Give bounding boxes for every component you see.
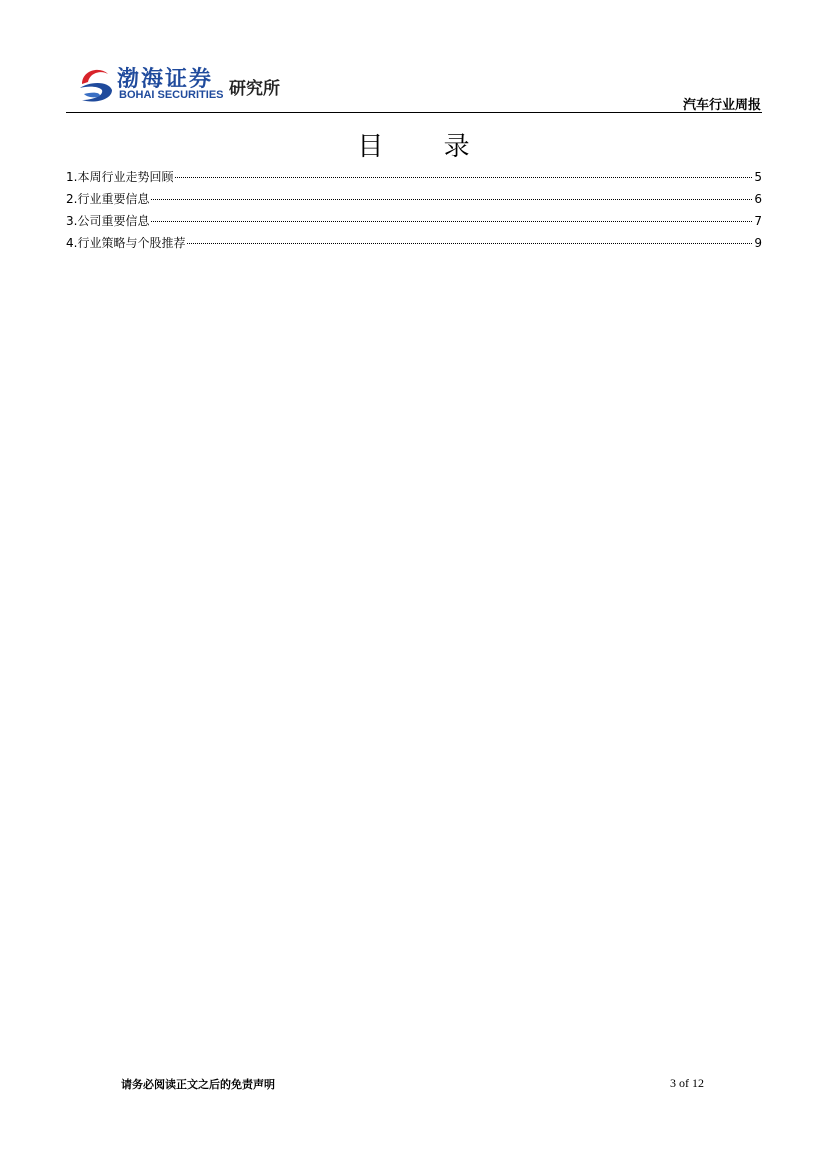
brand-name-en: BOHAI SECURITIES (119, 89, 224, 101)
toc-leader-dots (151, 221, 752, 222)
toc-item-page: 9 (754, 236, 762, 250)
toc-title: 目 录 (357, 132, 496, 162)
toc-item[interactable] (66, 234, 762, 256)
toc-item[interactable] (66, 212, 762, 234)
toc-item-label: 2.行业重要信息 (66, 192, 150, 206)
toc-item-label: 3.公司重要信息 (66, 214, 150, 228)
bohai-logo-icon (78, 64, 114, 104)
toc-item-page: 7 (754, 214, 762, 228)
toc-leader-dots (175, 177, 752, 178)
toc-item-label: 4.行业策略与个股推荐 (66, 236, 186, 250)
report-type: 汽车行业周报 (682, 98, 761, 113)
footer-disclaimer: 请务必阅读正文之后的免责声明 (121, 1078, 275, 1091)
toc-item-page: 6 (754, 192, 762, 206)
institute-name: 研究所 (229, 79, 280, 99)
page-header (0, 0, 827, 115)
toc-leader-dots (187, 243, 752, 244)
table-of-contents (66, 168, 762, 256)
toc-item-label: 1.本周行业走势回顾 (66, 170, 174, 184)
brand-name-cn: 渤海证券 (117, 66, 214, 92)
footer-page-indicator: 3 of 12 (670, 1076, 704, 1090)
header-divider (66, 112, 762, 113)
toc-item[interactable] (66, 190, 762, 212)
toc-item-page: 5 (754, 170, 762, 184)
toc-leader-dots (151, 199, 752, 200)
toc-item[interactable] (66, 168, 762, 190)
